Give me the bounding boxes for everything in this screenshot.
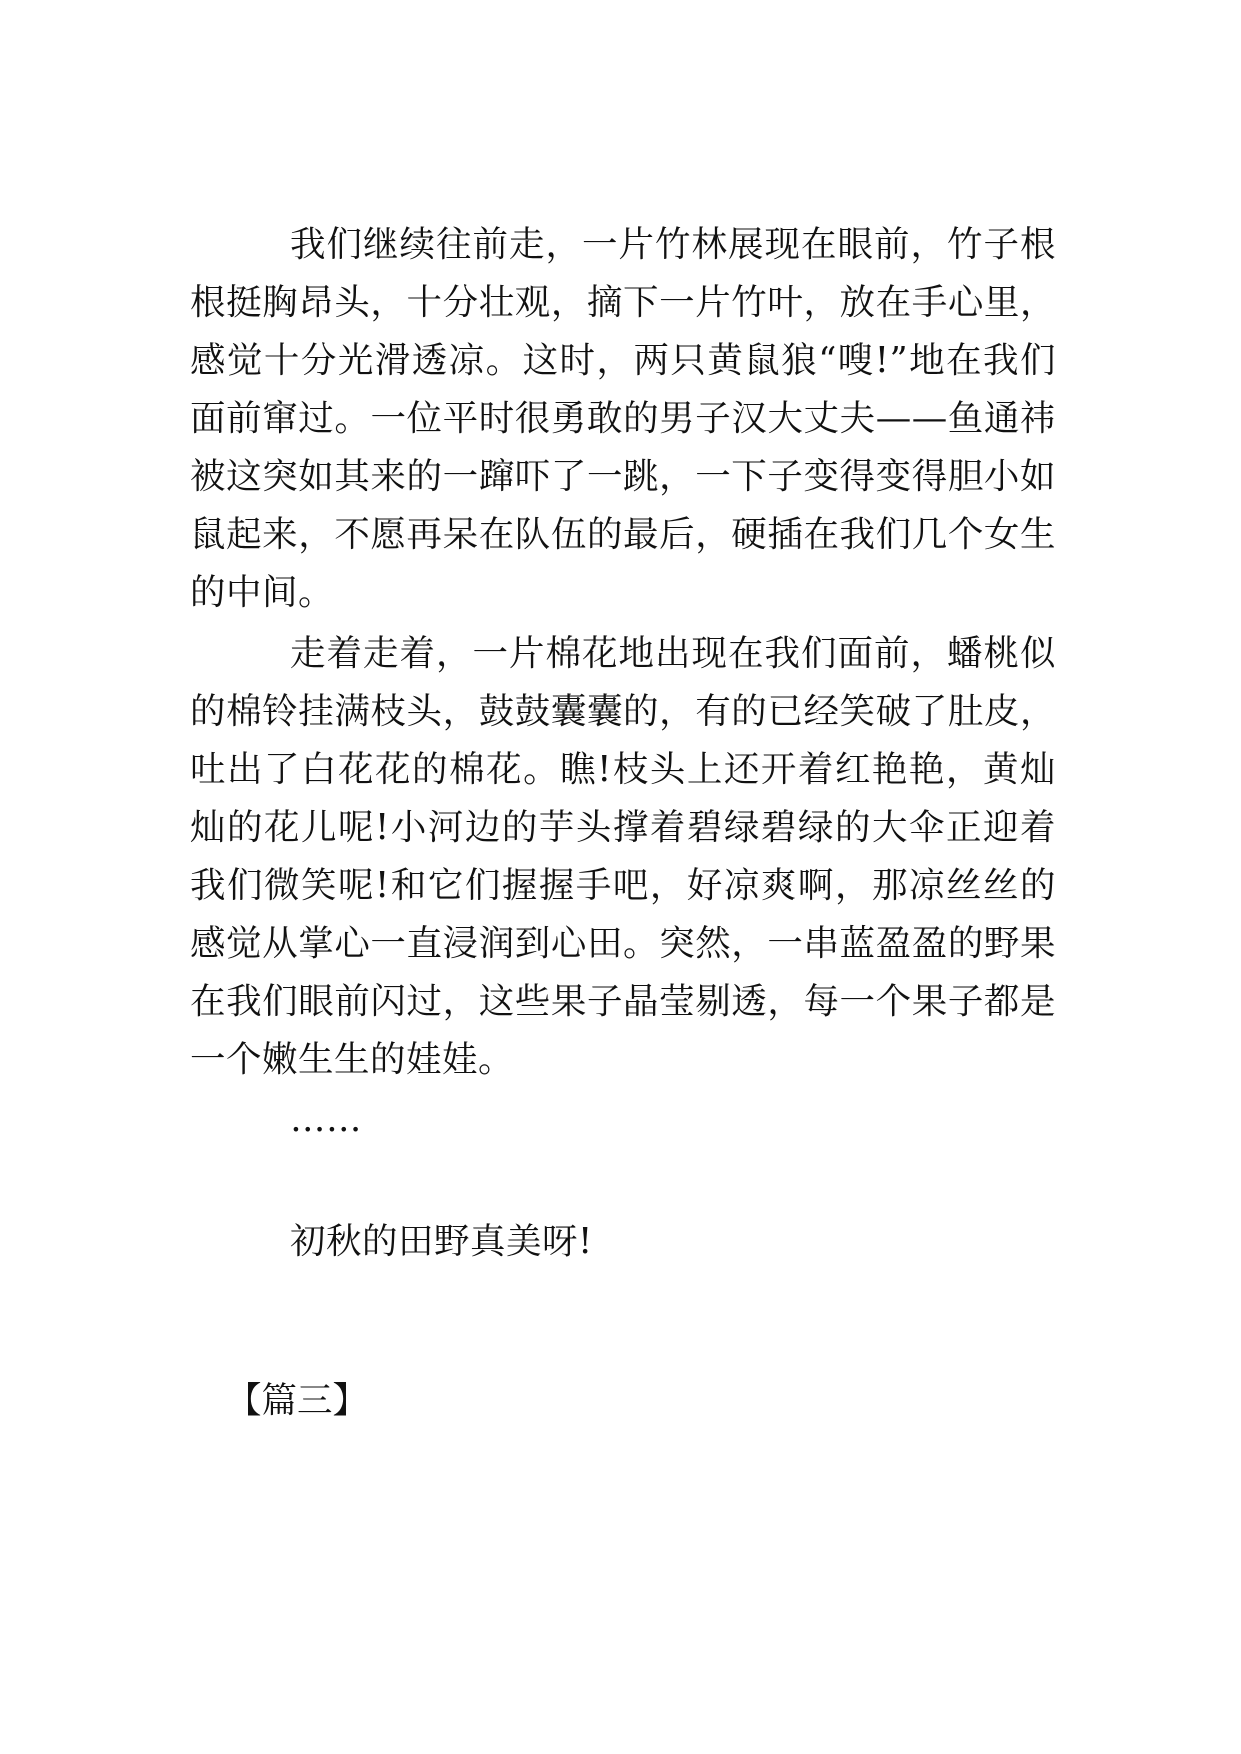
section-heading: 【篇三】	[226, 1380, 369, 1421]
paragraph-cotton-field: 走着走着，一片棉花地出现在我们面前，蟠桃似的棉铃挂满枝头，鼓鼓囊囊的，有的已经笑破了肚皮，吐出了白花花的棉花。瞧!枝头上还开着红艳艳，黄灿灿的花儿呢!小河边的芋头撑着碧绿碧绿的大伞正迎着我们微笑呢!和它们握握手吧，好凉爽啊，那凉丝丝的感觉从掌心一直浸润到心田。突然，一串蓝盈盈的野果在我们眼前闪过，这些果子晶莹剔透，每一个果子都是一个嫩生生的娃娃。	[190, 633, 1056, 1080]
paragraph-closing: 初秋的田野真美呀!	[290, 1221, 593, 1262]
paragraph-ellipsis: ……	[290, 1099, 362, 1140]
paragraph-bamboo-forest: 我们继续往前走，一片竹林展现在眼前，竹子根根挺胸昂头，十分壮观，摘下一片竹叶，放在手心里，感觉十分光滑透凉。这时，两只黄鼠狼“嗖!”地在我们面前窜过。一位平时很勇敢的男子汉大丈夫——鱼通祎被这突如其来的一蹿吓了一跳，一下子变得变得胆小如鼠起来，不愿再呆在队伍的最后，硬插在我们几个女生的中间。	[190, 224, 1056, 613]
